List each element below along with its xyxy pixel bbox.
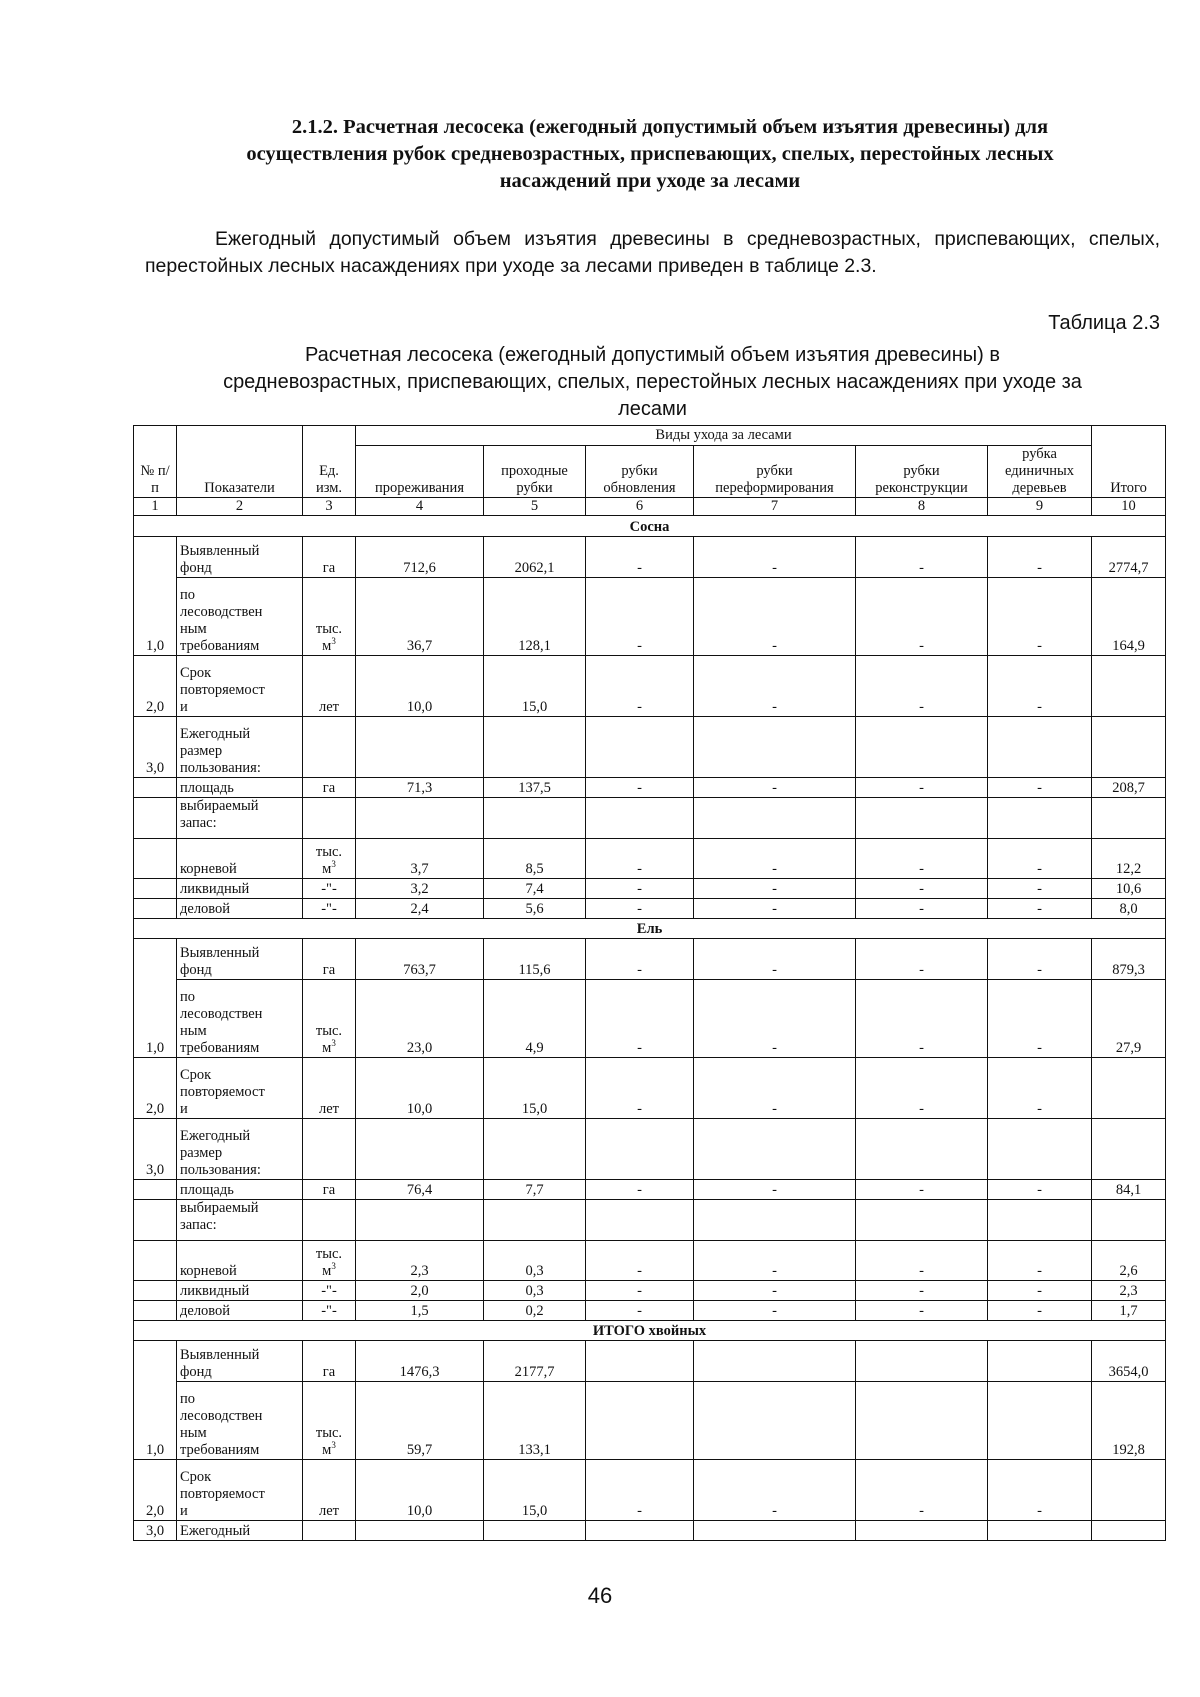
unit: га <box>303 939 356 980</box>
cell: - <box>586 879 694 899</box>
cell: 133,1 <box>484 1382 586 1460</box>
cell <box>586 1382 694 1460</box>
row-number: 3,0 <box>134 717 177 778</box>
section-title-spruce: Ель <box>134 919 1166 939</box>
section-row-spruce <box>134 919 1166 939</box>
header-group: Виды ухода за лесами <box>655 427 792 443</box>
heading-line-1: 2.1.2. Расчетная лесосека (ежегодный допустимый объем изъятия древесины) для <box>291 116 1049 138</box>
cell: 15,0 <box>484 656 586 717</box>
cell: - <box>856 980 988 1058</box>
unit-superscript: 3 <box>331 1038 336 1049</box>
header-indicator: Показатели <box>204 480 275 496</box>
label: фонд <box>180 1364 212 1380</box>
table-row <box>134 656 1166 717</box>
cell: 128,1 <box>484 578 586 656</box>
cell: - <box>694 839 856 879</box>
cell: - <box>694 1058 856 1119</box>
cell: 208,7 <box>1092 778 1166 798</box>
row-number: 1,0 <box>145 1442 165 1458</box>
cell: 23,0 <box>356 980 484 1058</box>
cell: - <box>586 939 694 980</box>
row-number: 3,0 <box>134 1119 177 1180</box>
cell: 2,3 <box>1092 1281 1166 1301</box>
cell: - <box>586 1180 694 1200</box>
cell: - <box>856 879 988 899</box>
cell: - <box>694 980 856 1058</box>
label: по <box>180 1391 196 1407</box>
label: повторяемост <box>180 682 265 698</box>
section-row-pine <box>134 516 1166 537</box>
cell: - <box>856 1180 988 1200</box>
cell: 12,2 <box>1092 839 1166 879</box>
cell: 2774,7 <box>1092 537 1166 578</box>
label: лесоводствен <box>180 1408 263 1424</box>
cell: - <box>856 537 988 578</box>
section-title-pine: Сосна <box>134 516 1166 537</box>
col-number: 9 <box>988 498 1092 516</box>
cell: - <box>856 578 988 656</box>
label: площадь <box>177 778 303 798</box>
cell: - <box>988 537 1092 578</box>
cell <box>694 1382 856 1460</box>
label: размер <box>180 743 223 759</box>
label: фонд <box>180 962 212 978</box>
cell <box>694 1341 856 1382</box>
cell: - <box>694 578 856 656</box>
cell: 3,7 <box>356 839 484 879</box>
cell: - <box>856 939 988 980</box>
cell: 2177,7 <box>484 1341 586 1382</box>
cell: - <box>586 656 694 717</box>
label: запас: <box>180 815 217 831</box>
table-row <box>134 798 1166 839</box>
cell: 2,0 <box>356 1281 484 1301</box>
cell <box>1092 1058 1166 1119</box>
label: Срок <box>180 1067 212 1083</box>
label: Ежегодный <box>180 1128 251 1144</box>
label: выбираемый <box>180 1200 259 1216</box>
header-passage: проходные рубки <box>501 463 568 496</box>
unit: тыс. <box>315 621 343 637</box>
cell: 27,9 <box>1092 980 1166 1058</box>
cell: 164,9 <box>1092 578 1166 656</box>
label: ликвидный <box>177 1281 303 1301</box>
section-row-total <box>134 1321 1166 1341</box>
cell: 76,4 <box>356 1180 484 1200</box>
label: корневой <box>177 1241 303 1281</box>
cell: - <box>856 1058 988 1119</box>
label: повторяемост <box>180 1486 265 1502</box>
cell: - <box>856 778 988 798</box>
header-unit: Ед. изм. <box>315 463 343 496</box>
unit: м <box>322 1442 332 1458</box>
col-number: 8 <box>856 498 988 516</box>
cell: - <box>988 656 1092 717</box>
cell: - <box>988 778 1092 798</box>
cell: - <box>988 980 1092 1058</box>
table-row <box>134 578 1166 656</box>
caption-line-2: средневозрастных, приспевающих, спелых, перестойных лесных насаждениях при уходе за <box>223 371 1082 393</box>
label: по <box>180 587 196 603</box>
label: Выявленный <box>180 945 260 961</box>
label: деловой <box>177 1301 303 1321</box>
cell: - <box>694 1180 856 1200</box>
cell: 10,0 <box>356 1058 484 1119</box>
col-number: 5 <box>484 498 586 516</box>
label: Ежегодный <box>177 1521 303 1541</box>
label: площадь <box>177 1180 303 1200</box>
col-number: 3 <box>303 498 356 516</box>
col-number: 10 <box>1092 498 1166 516</box>
cell: - <box>586 1058 694 1119</box>
cell: 3654,0 <box>1092 1341 1166 1382</box>
cell: 712,6 <box>356 537 484 578</box>
cell: - <box>586 1301 694 1321</box>
header-num: № п/п <box>140 463 170 496</box>
row-number: 2,0 <box>134 1460 177 1521</box>
label: и <box>180 1101 188 1117</box>
unit: лет <box>303 1058 356 1119</box>
unit: тыс. <box>315 844 343 860</box>
cell <box>1092 656 1166 717</box>
unit: м <box>322 1040 332 1056</box>
row-number: 3,0 <box>134 1521 177 1541</box>
cell: 137,5 <box>484 778 586 798</box>
cell: - <box>988 1301 1092 1321</box>
label: запас: <box>180 1217 217 1233</box>
table-row <box>134 778 1166 798</box>
unit: лет <box>303 656 356 717</box>
unit-superscript: 3 <box>331 859 336 870</box>
cell: - <box>694 899 856 919</box>
cell: - <box>586 839 694 879</box>
table-row <box>134 537 1166 578</box>
label: деловой <box>177 899 303 919</box>
cell: - <box>694 778 856 798</box>
table-row <box>134 899 1166 919</box>
cell: - <box>988 1058 1092 1119</box>
cell: - <box>586 578 694 656</box>
cell: 879,3 <box>1092 939 1166 980</box>
cell: - <box>586 778 694 798</box>
unit: -"- <box>303 1301 356 1321</box>
heading-line-3: насаждений при уходе за лесами <box>499 170 801 192</box>
table-number: Таблица 2.3 <box>1048 312 1160 334</box>
cell: - <box>694 1241 856 1281</box>
cell: - <box>988 1241 1092 1281</box>
label: пользования: <box>180 1162 261 1178</box>
table-row <box>134 1200 1166 1241</box>
row-number: 1,0 <box>145 1040 165 1056</box>
intro-paragraph: Ежегодный допустимый объем изъятия древесины в средневозрастных, приспевающих, спелых, перестойных лесных насаждениях при уходе за лесами приведен в таблице 2.3. <box>145 228 1160 277</box>
label: пользования: <box>180 760 261 776</box>
cell: 0,2 <box>484 1301 586 1321</box>
cell: 0,3 <box>484 1281 586 1301</box>
cell: - <box>586 980 694 1058</box>
unit: га <box>303 1341 356 1382</box>
cell <box>856 1382 988 1460</box>
cell: - <box>694 1301 856 1321</box>
table-row <box>134 1341 1166 1382</box>
label: Выявленный <box>180 543 260 559</box>
header-number-row <box>134 498 1166 516</box>
cell: 15,0 <box>484 1460 586 1521</box>
label: ным <box>180 621 207 637</box>
cell: 10,0 <box>356 656 484 717</box>
cell: - <box>988 939 1092 980</box>
unit: -"- <box>303 879 356 899</box>
label: требованиям <box>180 638 260 654</box>
col-number: 1 <box>134 498 177 516</box>
cell: 2,6 <box>1092 1241 1166 1281</box>
table-row <box>134 879 1166 899</box>
cell: - <box>586 1460 694 1521</box>
cell: 8,5 <box>484 839 586 879</box>
header-total: Итого <box>1110 480 1147 496</box>
label: лесоводствен <box>180 1006 263 1022</box>
cell: 763,7 <box>356 939 484 980</box>
unit: га <box>303 778 356 798</box>
cell: 5,6 <box>484 899 586 919</box>
cell: - <box>988 879 1092 899</box>
row-number: 1,0 <box>145 638 165 654</box>
cell: - <box>694 656 856 717</box>
cell: 59,7 <box>356 1382 484 1460</box>
cell: 1,5 <box>356 1301 484 1321</box>
cell: - <box>586 537 694 578</box>
unit: тыс. <box>315 1246 343 1262</box>
cell: 7,4 <box>484 879 586 899</box>
cell: - <box>988 1180 1092 1200</box>
label: Срок <box>180 665 212 681</box>
unit: -"- <box>303 1281 356 1301</box>
cell: - <box>856 1241 988 1281</box>
cell: 2062,1 <box>484 537 586 578</box>
cell: - <box>856 656 988 717</box>
cell: 7,7 <box>484 1180 586 1200</box>
unit: м <box>322 861 332 877</box>
col-number: 2 <box>177 498 303 516</box>
unit: м <box>322 638 332 654</box>
cell: - <box>988 899 1092 919</box>
label: размер <box>180 1145 223 1161</box>
cell: - <box>694 939 856 980</box>
header-renewal: рубки обновления <box>603 463 676 496</box>
cell: 2,4 <box>356 899 484 919</box>
unit-superscript: 3 <box>331 636 336 647</box>
cell <box>856 1341 988 1382</box>
unit: тыс. <box>315 1023 343 1039</box>
cell: - <box>988 1281 1092 1301</box>
label: ным <box>180 1023 207 1039</box>
table-row <box>134 1119 1166 1180</box>
table-row <box>134 1521 1166 1541</box>
cell: 36,7 <box>356 578 484 656</box>
caption-line-3: лесами <box>618 398 687 420</box>
cell: - <box>988 839 1092 879</box>
col-number: 7 <box>694 498 856 516</box>
cell: 10,6 <box>1092 879 1166 899</box>
label: повторяемост <box>180 1084 265 1100</box>
allowable-cut-table <box>133 425 1166 1541</box>
table-row <box>134 1281 1166 1301</box>
label: требованиям <box>180 1442 260 1458</box>
col-number: 6 <box>586 498 694 516</box>
cell: 115,6 <box>484 939 586 980</box>
label: требованиям <box>180 1040 260 1056</box>
table-caption <box>145 342 1160 423</box>
label: и <box>180 699 188 715</box>
cell: 2,3 <box>356 1241 484 1281</box>
table-row <box>134 1301 1166 1321</box>
cell: - <box>694 1460 856 1521</box>
label: и <box>180 1503 188 1519</box>
cell: 84,1 <box>1092 1180 1166 1200</box>
cell: - <box>856 839 988 879</box>
cell: - <box>856 899 988 919</box>
unit: га <box>303 1180 356 1200</box>
cell: 1,7 <box>1092 1301 1166 1321</box>
table-row <box>134 1382 1166 1460</box>
label: корневой <box>177 839 303 879</box>
unit-superscript: 3 <box>331 1440 336 1451</box>
table-row <box>134 1058 1166 1119</box>
table-row <box>134 1460 1166 1521</box>
cell: - <box>988 578 1092 656</box>
cell <box>988 1382 1092 1460</box>
cell: 3,2 <box>356 879 484 899</box>
cell: - <box>856 1301 988 1321</box>
row-number: 2,0 <box>134 1058 177 1119</box>
table-row <box>134 1180 1166 1200</box>
section-title-total: ИТОГО хвойных <box>134 1321 1166 1341</box>
section-heading <box>150 114 1150 195</box>
label: выбираемый <box>180 798 259 814</box>
table-row <box>134 717 1166 778</box>
label: Ежегодный <box>180 726 251 742</box>
header-reformation: рубки переформирования <box>715 463 834 496</box>
label: Выявленный <box>180 1347 260 1363</box>
cell: 10,0 <box>356 1460 484 1521</box>
label: ликвидный <box>177 879 303 899</box>
cell: - <box>856 1281 988 1301</box>
cell: - <box>988 1460 1092 1521</box>
cell: 8,0 <box>1092 899 1166 919</box>
col-number: 4 <box>356 498 484 516</box>
header-single-tree: рубка единичных деревьев <box>1005 446 1074 496</box>
cell <box>586 1341 694 1382</box>
unit: лет <box>303 1460 356 1521</box>
label: Срок <box>180 1469 212 1485</box>
cell: - <box>694 1281 856 1301</box>
unit: тыс. <box>315 1425 343 1441</box>
cell: 1476,3 <box>356 1341 484 1382</box>
cell: - <box>586 1241 694 1281</box>
unit: м <box>322 1263 332 1279</box>
label: по <box>180 989 196 1005</box>
cell: - <box>586 1281 694 1301</box>
cell: 0,3 <box>484 1241 586 1281</box>
row-number: 2,0 <box>134 656 177 717</box>
cell: - <box>856 1460 988 1521</box>
unit-superscript: 3 <box>331 1261 336 1272</box>
table-row <box>134 839 1166 879</box>
cell: 192,8 <box>1092 1382 1166 1460</box>
caption-line-1: Расчетная лесосека (ежегодный допустимый объем изъятия древесины) в <box>305 344 1000 366</box>
cell: - <box>586 899 694 919</box>
cell <box>988 1341 1092 1382</box>
label: фонд <box>180 560 212 576</box>
cell: 4,9 <box>484 980 586 1058</box>
page-number: 46 <box>587 1583 613 1608</box>
table-row <box>134 980 1166 1058</box>
label: ным <box>180 1425 207 1441</box>
header-reconstruction: рубки реконструкции <box>875 463 968 496</box>
table-row <box>134 1241 1166 1281</box>
cell: 15,0 <box>484 1058 586 1119</box>
unit: га <box>303 537 356 578</box>
heading-line-2: осуществления рубок средневозрастных, приспевающих, спелых, перестойных лесных <box>246 143 1054 165</box>
header-row-group <box>134 426 1166 446</box>
label: лесоводствен <box>180 604 263 620</box>
cell: - <box>694 537 856 578</box>
header-thinning: прореживания <box>374 480 464 496</box>
cell: - <box>694 879 856 899</box>
cell: 71,3 <box>356 778 484 798</box>
unit: -"- <box>303 899 356 919</box>
cell <box>1092 1460 1166 1521</box>
table-row <box>134 939 1166 980</box>
